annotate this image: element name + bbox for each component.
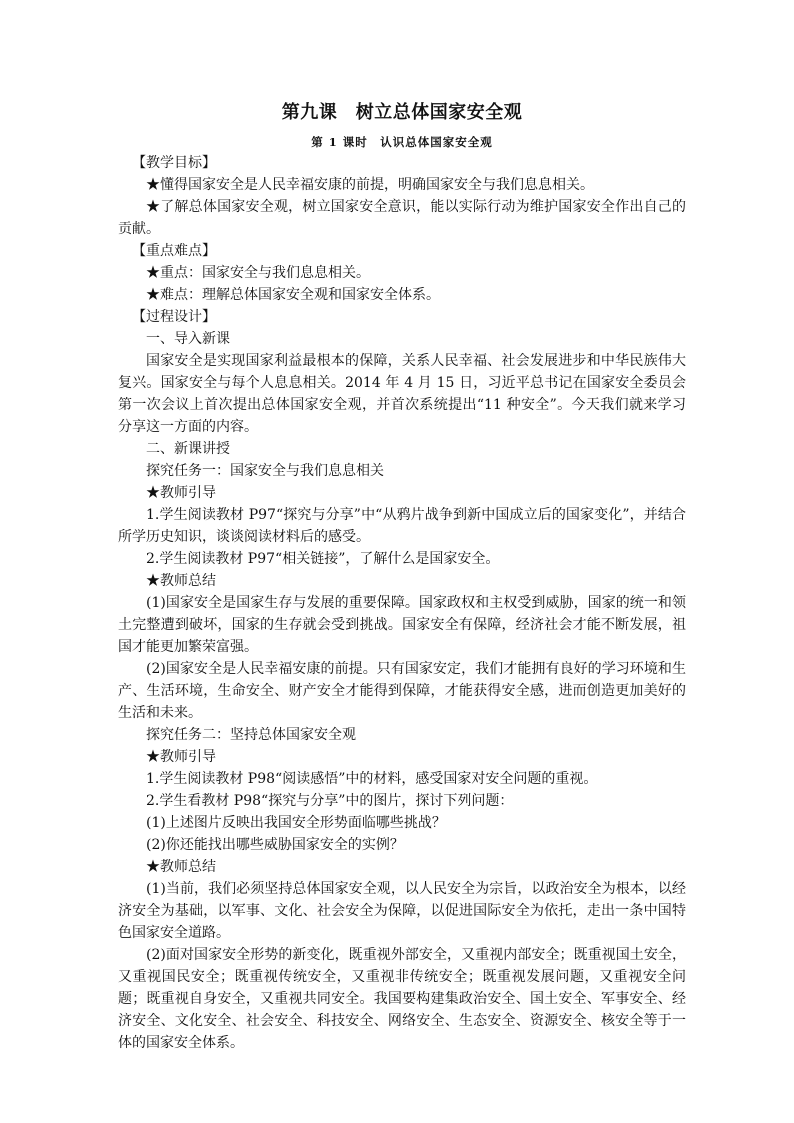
- task2-item: 2.学生看教材 P98“探究与分享”中的图片，探讨下列问题：: [146, 793, 514, 809]
- key-heading: 【重点难点】: [132, 243, 216, 259]
- task1-summary-label: ★教师总结: [146, 573, 216, 589]
- task1-guide-label: ★教师引导: [146, 485, 216, 501]
- intro-heading: 一、导入新课: [146, 331, 230, 347]
- task1-summary-item: (1)国家安全是国家生存与发展的重要保障。国家政权和主权受到威胁，国家的统一和领土完整遭到破坏，国家的生存就会受到挑战。国家安全有保障，经济社会才能不断发展，祖国才能更加繁荣富强。: [118, 595, 686, 655]
- task1-item: 1.学生阅读教材 P97“探究与分享”中“从鸦片战争到新中国成立后的国家变化”，并结合所学历史知识，谈谈阅读材料后的感受。: [118, 507, 686, 545]
- key-item: ★难点：理解总体国家安全观和国家安全体系。: [146, 287, 440, 303]
- task2-summary-item: (1)当前，我们必须坚持总体国家安全观，以人民安全为宗旨，以政治安全为根本，以经济安全为基础，以军事、文化、社会安全为保障，以促进国际安全为依托，走出一条中国特色国家安全道路。: [118, 881, 686, 941]
- task2-item: (2)你还能找出哪些威胁国家安全的实例？: [146, 837, 404, 853]
- page-title: 第九课 树立总体国家安全观: [281, 102, 523, 123]
- task1-item: 2.学生阅读教材 P97“相关链接”，了解什么是国家安全。: [146, 551, 500, 567]
- objective-item: ★懂得国家安全是人民幸福安康的前提，明确国家安全与我们息息相关。: [146, 177, 594, 193]
- task2-summary-item: (2)面对国家安全形势的新变化，既重视外部安全，又重视内部安全；既重视国土安全，又重视国民安全；既重视传统安全，又重视非传统安全；既重视发展问题，又重视安全问题；既重视自身安全，又重视共同安全。我国要构建集政治安全、国土安全、军事安全、经济安全、文化安全、社会安全、科技安全、网络安全、生态安全、资源安全、核安全等于一体的国家安全体系。: [118, 947, 686, 1051]
- process-heading: 【过程设计】: [132, 309, 216, 325]
- task2-heading: 探究任务二：坚持总体国家安全观: [146, 727, 356, 743]
- objective-item: ★了解总体国家安全观，树立国家安全意识，能以实际行动为维护国家安全作出自己的贡献。: [118, 199, 686, 237]
- intro-text: 国家安全是实现国家利益最根本的保障，关系人民幸福、社会发展进步和中华民族伟大复兴。国家安全与每个人息息相关。2014 年 4 月 15 日，习近平总书记在国家安全委员会第一次会议上首次提出总体国家安全观，并首次系统提出“11 种安全”。今天我们就来学习分享这一方面的内容。: [118, 353, 686, 435]
- task2-item: (1)上述图片反映出我国安全形势面临哪些挑战？: [146, 815, 446, 831]
- new-lesson-heading: 二、新课讲授: [146, 441, 230, 457]
- task2-guide-label: ★教师引导: [146, 749, 216, 765]
- task1-heading: 探究任务一：国家安全与我们息息相关: [146, 463, 384, 479]
- document-page: [118, 100, 686, 1054]
- page-subtitle: 第 1 课时 认识总体国家安全观: [311, 135, 493, 149]
- task1-summary-item: (2)国家安全是人民幸福安康的前提。只有国家安定，我们才能拥有良好的学习环境和生产、生活环境，生命安全、财产安全才能得到保障，才能获得安全感，进而创造更加美好的生活和未来。: [118, 661, 686, 721]
- objectives-heading: 【教学目标】: [132, 155, 216, 171]
- key-item: ★重点：国家安全与我们息息相关。: [146, 265, 370, 281]
- task2-summary-label: ★教师总结: [146, 859, 216, 875]
- task2-item: 1.学生阅读教材 P98“阅读感悟”中的材料，感受国家对安全问题的重视。: [146, 771, 598, 787]
